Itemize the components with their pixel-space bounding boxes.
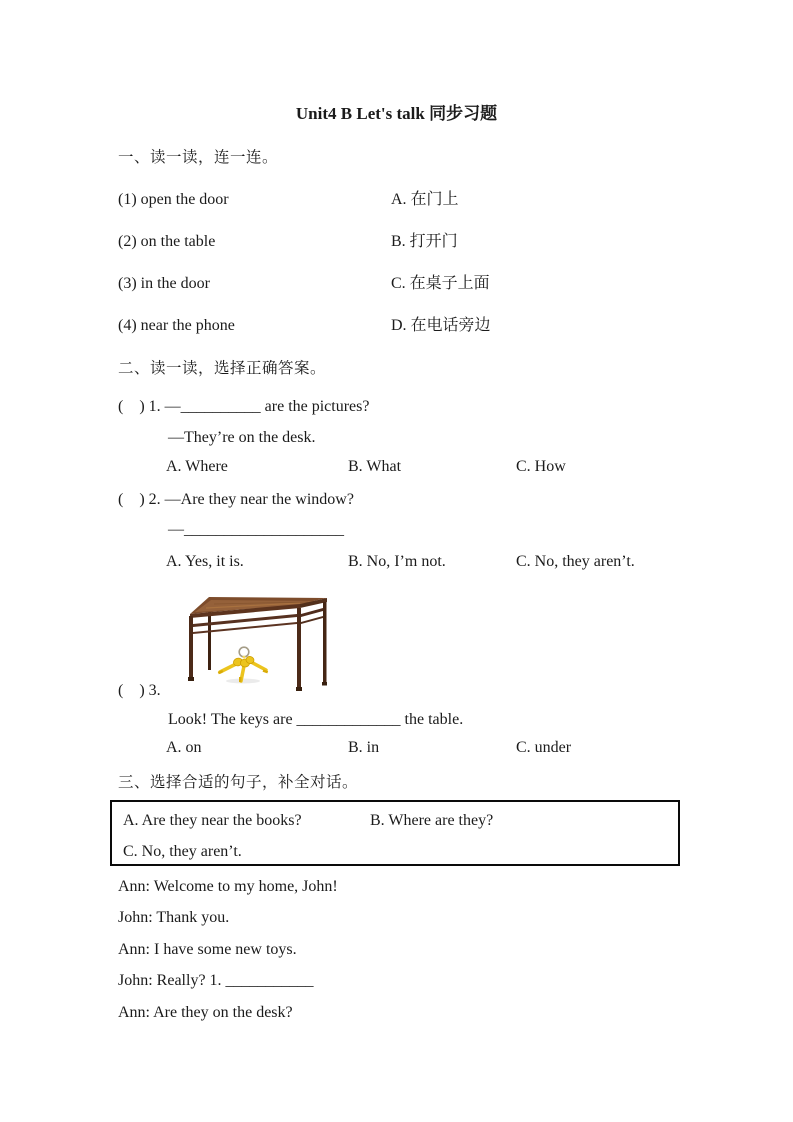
dialogue-line-5: Ann: Are they on the desk? bbox=[118, 1004, 293, 1021]
q2-option-c: C. No, they aren’t. bbox=[516, 553, 635, 570]
q1-answer-line: —They’re on the desk. bbox=[168, 429, 316, 446]
sentence-options-box bbox=[110, 800, 680, 866]
q1-option-c: C. How bbox=[516, 458, 566, 475]
q3-label: ( ) 3. bbox=[118, 682, 161, 699]
match-right-c: C. 在桌子上面 bbox=[391, 275, 490, 292]
match-left-3: (3) in the door bbox=[118, 275, 210, 292]
match-right-a: A. 在门上 bbox=[391, 191, 459, 208]
dialogue-line-1: Ann: Welcome to my home, John! bbox=[118, 878, 338, 895]
match-right-d: D. 在电话旁边 bbox=[391, 317, 491, 334]
q3-option-b: B. in bbox=[348, 739, 380, 756]
dialogue-line-3: Ann: I have some new toys. bbox=[118, 941, 297, 958]
q3-option-c: C. under bbox=[516, 739, 572, 756]
match-left-4: (4) near the phone bbox=[118, 317, 235, 334]
q1-prompt: ( ) 1. —__________ are the pictures? bbox=[118, 398, 370, 415]
section2-heading: 二、读一读，选择正确答案。 bbox=[118, 360, 327, 377]
q2-option-a: A. Yes, it is. bbox=[166, 553, 244, 570]
match-right-b: B. 打开门 bbox=[391, 233, 458, 250]
section3-heading: 三、选择合适的句子，补全对话。 bbox=[118, 774, 359, 791]
q3-option-a: A. on bbox=[166, 739, 202, 756]
table-illustration bbox=[180, 582, 330, 694]
q2-prompt: ( ) 2. —Are they near the window? bbox=[118, 491, 354, 508]
section1-heading: 一、读一读，连一连。 bbox=[118, 149, 279, 166]
dialogue-line-2: John: Thank you. bbox=[118, 909, 230, 926]
match-left-2: (2) on the table bbox=[118, 233, 216, 250]
q2-option-b: B. No, I’m not. bbox=[348, 553, 446, 570]
box-option-a: A. Are they near the books? bbox=[123, 812, 302, 829]
keys-icon bbox=[218, 647, 268, 682]
q2-answer-blank: —____________________ bbox=[168, 521, 344, 538]
dialogue-line-4: John: Really? 1. ___________ bbox=[118, 972, 314, 989]
match-left-1: (1) open the door bbox=[118, 191, 229, 208]
keys-under-table-image bbox=[180, 582, 330, 694]
q1-option-b: B. What bbox=[348, 458, 402, 475]
q3-sentence: Look! The keys are _____________ the table. bbox=[168, 711, 464, 728]
box-option-b: B. Where are they? bbox=[370, 812, 494, 829]
page-title: Unit4 B Let's talk 同步习题 bbox=[295, 104, 498, 123]
box-option-c: C. No, they aren’t. bbox=[123, 843, 242, 860]
q1-option-a: A. Where bbox=[166, 458, 228, 475]
